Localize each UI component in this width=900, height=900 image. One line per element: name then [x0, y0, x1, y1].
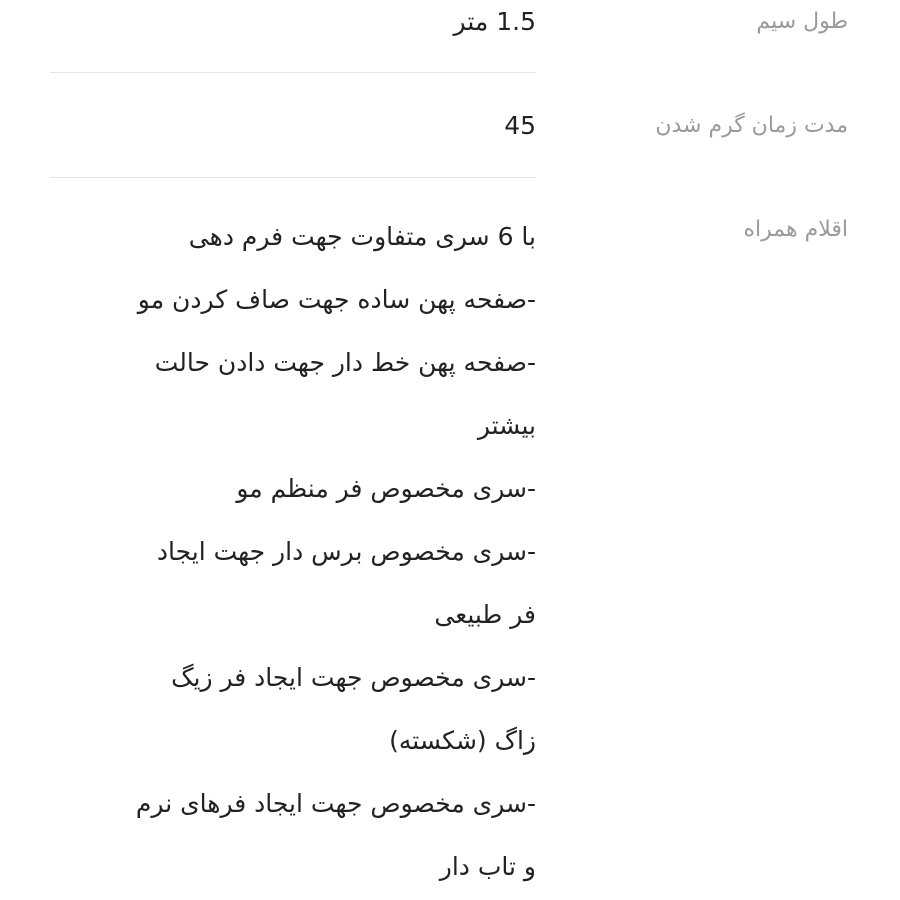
spec-label-cable-length: طول سیم: [756, 9, 848, 34]
spec-divider: [50, 177, 536, 178]
spec-value-heat-up-time: 45: [504, 111, 536, 140]
accessory-line: -صفحه پهن ساده جهت صاف کردن مو: [137, 285, 536, 314]
accessory-line: بیشتر: [477, 411, 536, 440]
accessory-line: زاگ (شکسته): [389, 726, 536, 755]
accessory-line: و تاب دار: [439, 852, 536, 881]
accessory-line: -سری مخصوص جهت ایجاد فر زیگ: [171, 663, 536, 692]
accessory-line: -صفحه پهن خط دار جهت دادن حالت: [154, 348, 536, 377]
spec-value-cable-length: 1.5 متر: [453, 7, 536, 36]
accessory-line: فر طبیعی: [434, 600, 536, 629]
spec-divider: [50, 72, 536, 73]
accessory-line: با 6 سری متفاوت جهت فرم دهی: [188, 222, 536, 251]
spec-value-accessories: [50, 205, 536, 898]
spec-label-accessories: اقلام همراه: [743, 217, 848, 242]
accessory-line: -سری مخصوص برس دار جهت ایجاد: [156, 537, 536, 566]
accessory-line: -سری مخصوص فر منظم مو: [236, 474, 536, 503]
spec-label-heat-up-time: مدت زمان گرم شدن: [655, 113, 848, 138]
accessory-line: -سری مخصوص جهت ایجاد فرهای نرم: [135, 789, 536, 818]
